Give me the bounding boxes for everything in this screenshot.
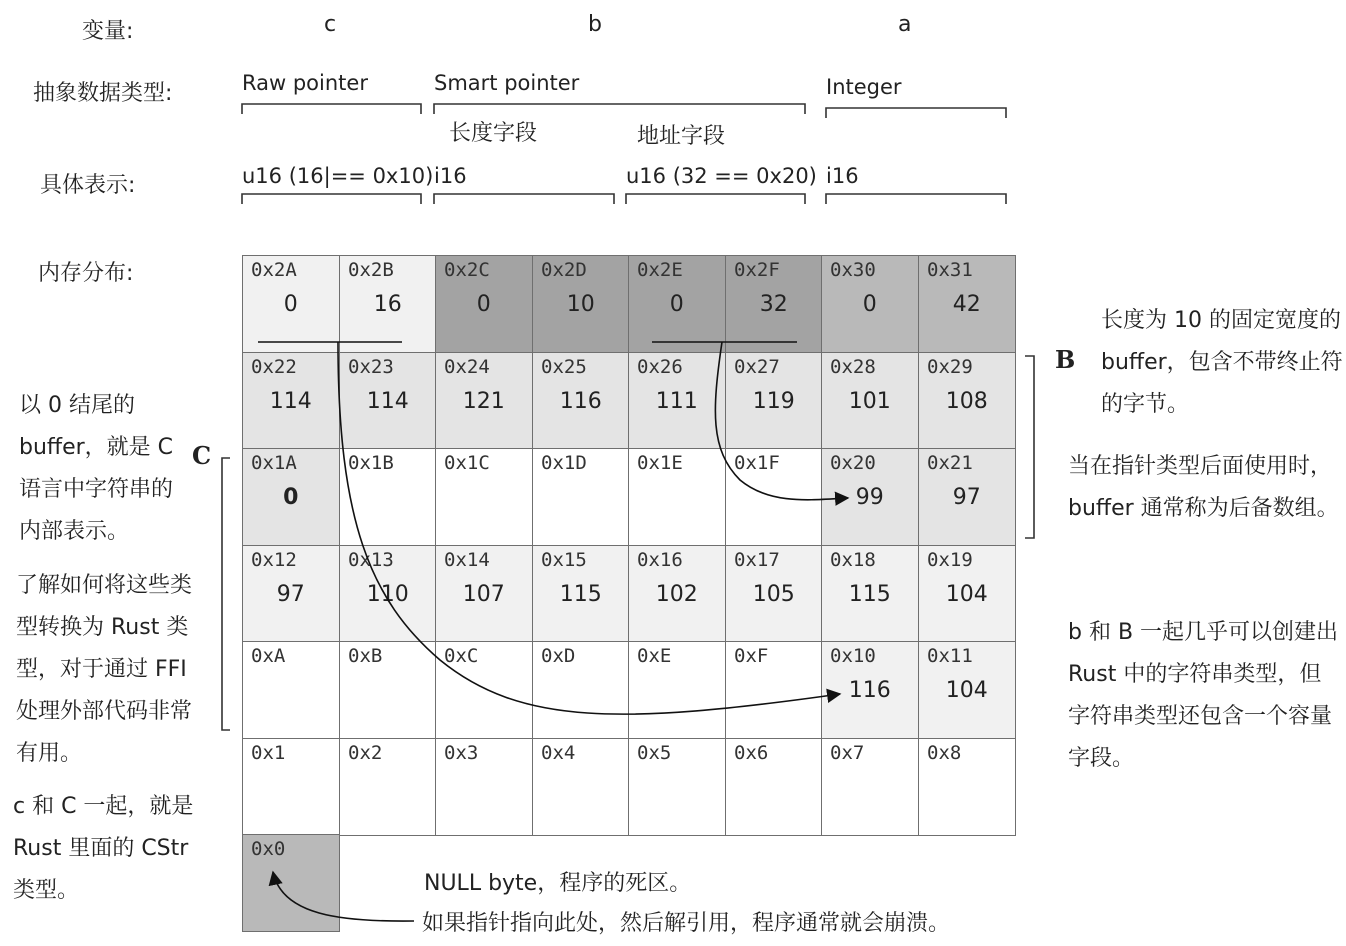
- type-smart-pointer: Smart pointer: [434, 71, 580, 95]
- concrete-a: i16: [826, 164, 859, 188]
- cell-value: 108: [945, 389, 988, 414]
- bracket-concrete-a: [826, 194, 1006, 204]
- cell-address: 0x1B: [348, 452, 394, 474]
- concrete-b-address: u16 (32 == 0x20): [626, 164, 817, 188]
- cell-value: 0: [476, 292, 491, 317]
- note-right-backing-array: 当在指针类型后面使用时，buffer 通常称为后备数组。: [1068, 454, 1339, 521]
- type-raw-pointer: Raw pointer: [242, 71, 368, 95]
- cell-address: 0xB: [348, 645, 383, 667]
- cell-address: 0xC: [444, 645, 479, 667]
- cell-address: 0x20: [830, 452, 876, 474]
- bracket-c-buffer: [222, 458, 230, 730]
- cell-value: 107: [462, 582, 505, 607]
- bracket-integer: [826, 108, 1006, 118]
- field-address: 地址字段: [637, 124, 726, 149]
- bracket-raw-pointer: [242, 104, 421, 114]
- cell-value: 115: [559, 582, 602, 607]
- bracket-concrete-c: [242, 194, 421, 204]
- cell-value: 16: [373, 292, 402, 317]
- cell-address: 0x1A: [251, 452, 297, 474]
- cell-value: 114: [366, 389, 409, 414]
- note-left-c-string: 以 0 结尾的 buffer，就是 C 语言中字符串的内部表示。: [19, 393, 174, 544]
- cell-address: 0x27: [734, 356, 780, 378]
- cell-address: 0x8: [927, 742, 962, 764]
- cell-value: 101: [848, 389, 891, 414]
- concrete-c: u16 (16|== 0x10): [242, 164, 434, 188]
- cell-value: 104: [945, 582, 988, 607]
- field-length: 长度字段: [449, 121, 538, 146]
- cell-value: 99: [855, 485, 884, 510]
- variable-b: b: [588, 12, 602, 37]
- cell-value: 121: [462, 389, 505, 414]
- note-right-string: b 和 B 一起几乎可以创建出 Rust 中的字符串类型，但字符串类型还包含一个容量字段。: [1068, 620, 1339, 771]
- variable-a: a: [898, 12, 912, 37]
- cell-value: 0: [283, 292, 298, 317]
- bracket-concrete-b-length: [434, 194, 614, 204]
- label-b-upper: B: [1055, 345, 1076, 374]
- concrete-b-length: i16: [434, 164, 467, 188]
- cell-address: 0x22: [251, 356, 297, 378]
- cell-address: 0x3: [444, 742, 479, 764]
- cell-address: 0x11: [927, 645, 973, 667]
- row-label-abstract-type: 抽象数据类型:: [33, 81, 173, 106]
- arrow-to-null: [273, 872, 414, 921]
- cell-address: 0x19: [927, 549, 973, 571]
- cell-address: 0x29: [927, 356, 973, 378]
- cell-address: 0x5: [637, 742, 672, 764]
- cell-address: 0x2C: [444, 259, 490, 281]
- cell-address: 0x17: [734, 549, 780, 571]
- cell-address: 0x12: [251, 549, 297, 571]
- cell-address: 0x4: [541, 742, 576, 764]
- cell-address: 0x2: [348, 742, 383, 764]
- cell-address: 0x1D: [541, 452, 587, 474]
- cell-address: 0x1: [251, 742, 286, 764]
- bracket-smart-pointer: [434, 104, 805, 114]
- cell-address: 0xF: [734, 645, 769, 667]
- cell-address: 0x30: [830, 259, 876, 281]
- cell-value: 0: [862, 292, 877, 317]
- cell-value: 111: [655, 389, 698, 414]
- arrow-b-to-0x20: [715, 342, 848, 500]
- variable-c: c: [324, 12, 337, 37]
- cell-value: 0: [669, 292, 684, 317]
- cell-value: 42: [952, 292, 981, 317]
- cell-value: 114: [269, 389, 312, 414]
- note-left-cstr: c 和 C 一起，就是 Rust 里面的 CStr 类型。: [13, 794, 194, 903]
- cell-value: 116: [559, 389, 602, 414]
- row-label-variables: 变量:: [82, 19, 134, 44]
- note-null-byte: NULL byte，程序的死区。: [424, 871, 692, 896]
- cell-value: 102: [655, 582, 698, 607]
- cell-address: 0x26: [637, 356, 683, 378]
- cell-address: 0x1F: [734, 452, 780, 474]
- row-label-concrete: 具体表示:: [40, 173, 136, 198]
- label-c-upper: C: [192, 441, 212, 470]
- cell-address: 0x13: [348, 549, 394, 571]
- cell-address: 0x16: [637, 549, 683, 571]
- note-left-ffi: 了解如何将这些类型转换为 Rust 类型，对于通过 FFI 处理外部代码非常有用。: [16, 573, 193, 766]
- cell-address: 0x25: [541, 356, 587, 378]
- cell-value: 115: [848, 582, 891, 607]
- cell-address: 0x18: [830, 549, 876, 571]
- cell-value: 104: [945, 678, 988, 703]
- cell-address: 0x23: [348, 356, 394, 378]
- cell-address: 0xE: [637, 645, 672, 667]
- bracket-b-buffer: [1025, 356, 1034, 538]
- cell-value: 116: [848, 678, 891, 703]
- cell-value: 32: [759, 292, 788, 317]
- cell-address: 0x14: [444, 549, 490, 571]
- cell-value: 0: [283, 485, 299, 510]
- cell-address: 0x21: [927, 452, 973, 474]
- cell-value: 110: [366, 582, 409, 607]
- cell-address: 0x2D: [541, 259, 587, 281]
- cell-value: 105: [752, 582, 795, 607]
- cell-address: 0x15: [541, 549, 587, 571]
- note-right-buffer: 长度为 10 的固定宽度的 buffer，包含不带终止符的字节。: [1101, 308, 1343, 417]
- cell-value: 10: [566, 292, 595, 317]
- cell-address: 0xA: [251, 645, 286, 667]
- row-label-memory: 内存分布:: [38, 261, 134, 286]
- cell-address: 0x1C: [444, 452, 490, 474]
- cell-address: 0x6: [734, 742, 769, 764]
- cell-value: 97: [952, 485, 981, 510]
- cell-address: 0x31: [927, 259, 973, 281]
- cell-address: 0x10: [830, 645, 876, 667]
- cell-address: 0x2A: [251, 259, 297, 281]
- cell-address: 0x24: [444, 356, 490, 378]
- cell-address: 0xD: [541, 645, 576, 667]
- cell-address: 0x28: [830, 356, 876, 378]
- cell-value: 119: [752, 389, 795, 414]
- bracket-concrete-b-address: [626, 194, 805, 204]
- cell-address: 0x2B: [348, 259, 394, 281]
- cell-value: 97: [276, 582, 305, 607]
- arrow-c-to-0x10: [338, 342, 840, 714]
- cell-address: 0x1E: [637, 452, 683, 474]
- cell-address: 0x2F: [734, 259, 780, 281]
- cell-address: 0x7: [830, 742, 865, 764]
- note-null-crash: 如果指针指向此处，然后解引用，程序通常就会崩溃。: [422, 911, 951, 936]
- cell-address: 0x2E: [637, 259, 683, 281]
- cell-address: 0x0: [251, 838, 286, 860]
- type-integer: Integer: [826, 75, 902, 99]
